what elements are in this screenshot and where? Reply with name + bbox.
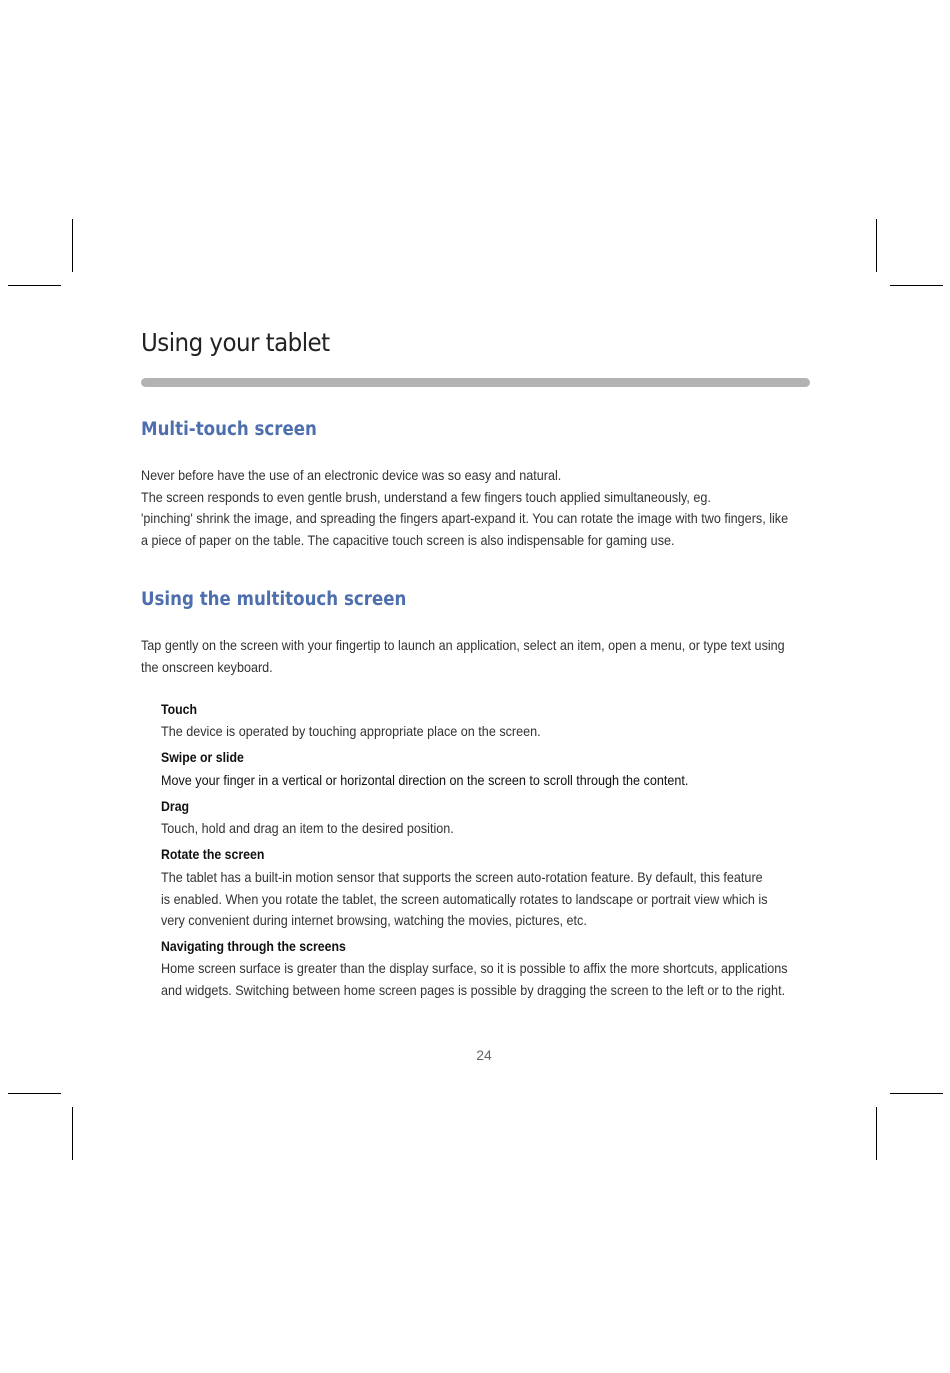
title-divider xyxy=(141,378,810,387)
gesture-term-rotate: Rotate the screen xyxy=(161,846,265,862)
description-line: very convenient during internet browsing, watching the movies, pictures, etc. xyxy=(161,912,587,929)
gesture-term-touch: Touch xyxy=(161,701,198,717)
gesture-term-drag: Drag xyxy=(161,798,190,814)
paragraph-line: the onscreen keyboard. xyxy=(141,658,273,675)
description-line: Home screen surface is greater than the display surface, so it is possible to affix the more shortcuts, applications xyxy=(161,960,788,976)
paragraph-line: 'pinching' shrink the image, and spreading the fingers apart-expand it. You can rotate the image with two fingers, like xyxy=(141,510,789,527)
crop-mark-bottom-right-horizontal xyxy=(890,1093,943,1094)
description-line: The tablet has a built-in motion sensor that supports the screen auto-rotation feature. By default, this feature xyxy=(161,869,763,885)
multi-touch-paragraph xyxy=(141,465,789,552)
paragraph-line: a piece of paper on the table. The capacitive touch screen is also indispensable for gaming use. xyxy=(141,532,675,549)
using-multitouch-paragraph xyxy=(141,635,785,678)
description-line: Move your finger in a vertical or horizontal direction on the screen to scroll through the content. xyxy=(161,772,689,788)
section-heading-using-multitouch: Using the multitouch screen xyxy=(141,589,407,610)
gesture-description-rotate xyxy=(161,867,773,932)
description-line: Touch, hold and drag an item to the desired position. xyxy=(161,820,454,836)
gesture-term-swipe: Swipe or slide xyxy=(161,749,244,765)
paragraph-line: Tap gently on the screen with your fingertip to launch an application, select an item, open a menu, or type text using xyxy=(141,637,785,653)
gesture-term-navigating: Navigating through the screens xyxy=(161,938,346,954)
description-line: The device is operated by touching appropriate place on the screen. xyxy=(161,723,541,739)
gesture-description-navigating xyxy=(161,958,788,1001)
crop-mark-top-left-horizontal xyxy=(8,285,61,286)
crop-mark-bottom-left-vertical xyxy=(72,1107,73,1160)
description-line: is enabled. When you rotate the tablet, the screen automatically rotates to landscape or portrait view which is xyxy=(161,890,768,907)
page-number: 24 xyxy=(476,1047,492,1063)
description-line: and widgets. Switching between home screen pages is possible by dragging the screen to the left or to the right. xyxy=(161,981,786,998)
crop-mark-bottom-left-horizontal xyxy=(8,1093,61,1094)
gesture-description-touch xyxy=(161,721,773,743)
crop-mark-bottom-right-vertical xyxy=(876,1107,877,1160)
crop-mark-top-right-vertical xyxy=(876,219,877,272)
paragraph-line: The screen responds to even gentle brush, understand a few fingers touch applied simultaneously, eg. xyxy=(141,488,711,505)
section-heading-multi-touch: Multi-touch screen xyxy=(141,419,317,440)
paragraph-line: Never before have the use of an electronic device was so easy and natural. xyxy=(141,467,562,483)
gesture-description-swipe xyxy=(161,770,773,792)
crop-mark-top-right-horizontal xyxy=(890,285,943,286)
gesture-description-drag xyxy=(161,818,773,840)
page-title: Using your tablet xyxy=(141,328,330,357)
crop-mark-top-left-vertical xyxy=(72,219,73,272)
